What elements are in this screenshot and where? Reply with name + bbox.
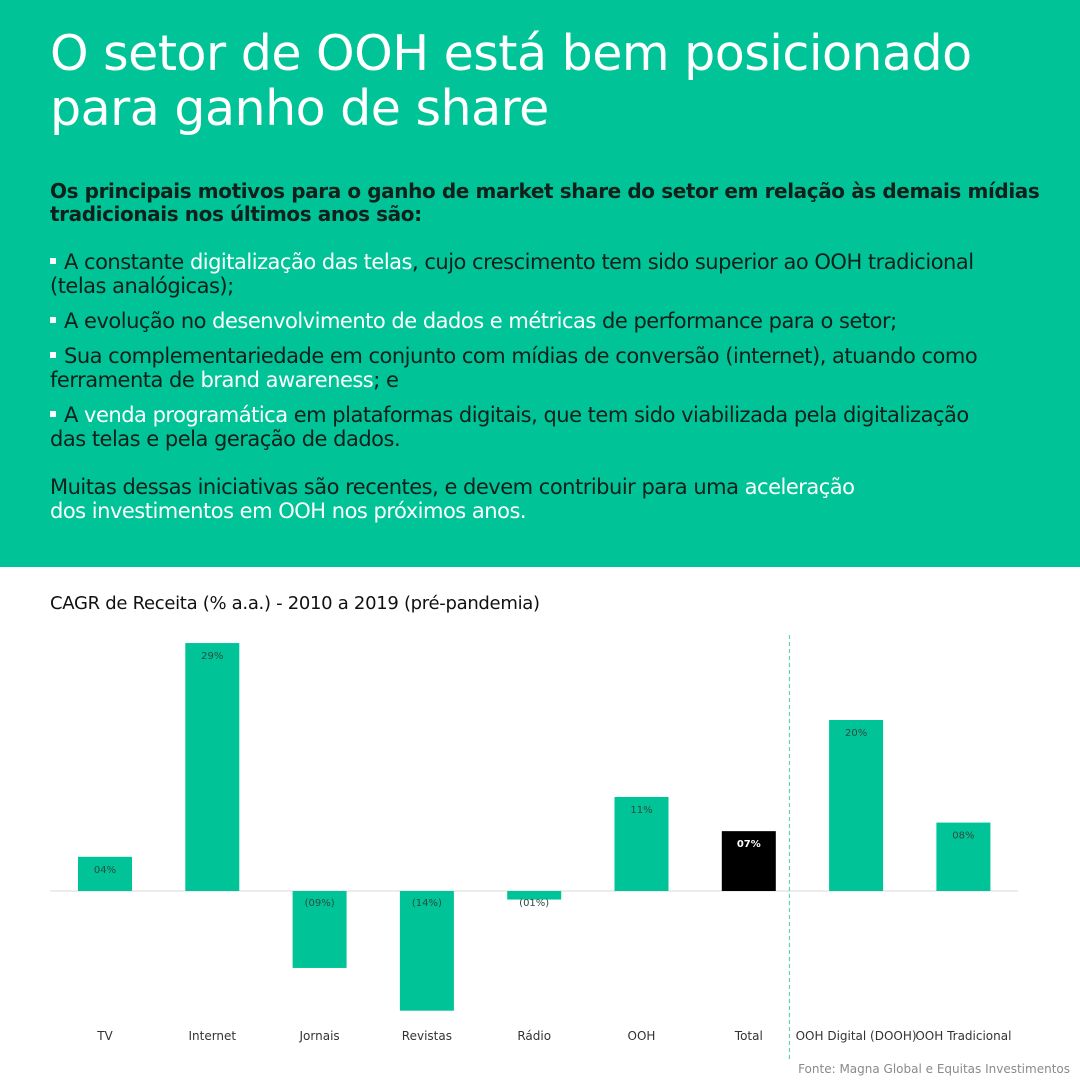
- bullet-item-3: [50, 344, 1050, 392]
- chart-title: CAGR de Receita (% a.a.) - 2010 a 2019 (pré-pandemia): [50, 593, 540, 614]
- bullet-text: ferramenta de: [50, 368, 201, 392]
- bullet-text: de performance para o setor;: [595, 309, 897, 333]
- page-title: [50, 26, 1050, 136]
- data-label-6: 11%: [630, 804, 653, 816]
- category-label-6: OOH: [627, 1029, 656, 1043]
- category-label-3: Jornais: [299, 1029, 340, 1043]
- conclusion-highlight: dos investimentos em OOH nos próximos anos.: [50, 499, 527, 523]
- title-line-2: para ganho de share: [50, 80, 549, 137]
- data-label-1: 04%: [93, 864, 117, 876]
- bar-2: [185, 643, 239, 891]
- conclusion-highlight: aceleração: [744, 475, 855, 499]
- bullet-square-icon: [50, 411, 56, 417]
- bar-8: [829, 720, 883, 891]
- bullet-text: das telas e pela geração de dados.: [50, 427, 401, 451]
- intro-line-1: Os principais motivos para o ganho de market share do setor em relação às demais mídias: [50, 179, 1040, 203]
- data-label-2: 29%: [201, 651, 224, 663]
- data-label-7: 07%: [736, 839, 761, 851]
- bullet-text: , cujo crescimento tem sido superior ao OOH tradicional: [411, 250, 974, 274]
- category-label-2: Internet: [188, 1029, 237, 1043]
- bullet-square-icon: [50, 258, 56, 264]
- intro-text: [50, 180, 1050, 226]
- category-label-5: Rádio: [517, 1029, 552, 1043]
- data-label-4: (14%): [411, 898, 442, 909]
- bullet-square-icon: [50, 352, 56, 358]
- data-label-8: 20%: [844, 728, 868, 739]
- bullet-highlight: digitalização das telas: [189, 250, 412, 274]
- data-label-9: 08%: [952, 830, 975, 842]
- bullet-item-4: [50, 403, 1050, 451]
- bullet-text: Sua complementariedade em conjunto com mídias de conversão (internet), atuando como: [64, 344, 978, 368]
- data-label-3: (09%): [304, 898, 335, 909]
- bullet-item-2: [50, 309, 1050, 333]
- bullet-highlight: venda programática: [84, 403, 288, 427]
- bullet-highlight: brand awareness: [200, 368, 374, 392]
- category-label-4: Revistas: [401, 1029, 452, 1043]
- bullet-square-icon: [50, 317, 56, 323]
- intro-line-2: tradicionais nos últimos anos são:: [50, 202, 422, 226]
- bullet-text: (telas analógicas);: [50, 274, 234, 298]
- source-note: Fonte: Magna Global e Equitas Investimentos: [798, 1062, 1070, 1076]
- bullet-item-1: [50, 250, 1050, 298]
- bullet-text: A: [64, 403, 85, 427]
- category-label-1: TV: [97, 1029, 113, 1043]
- category-label-7: Total: [734, 1029, 763, 1043]
- category-label-9: OOH Tradicional: [915, 1029, 1012, 1043]
- conclusion-text: [50, 475, 1050, 523]
- bullet-text: A evolução no: [64, 309, 213, 333]
- bullet-text: em plataformas digitais, que tem sido viabilizada pela digitalização: [287, 403, 969, 427]
- conclusion-line: Muitas dessas iniciativas são recentes, e devem contribuir para uma: [50, 475, 745, 499]
- bullet-text: ; e: [373, 368, 399, 392]
- data-label-5: (01%): [519, 898, 550, 909]
- bar-chart: [0, 620, 1080, 1060]
- category-label-8: OOH Digital (DOOH): [795, 1029, 917, 1043]
- bullet-highlight: desenvolvimento de dados e métricas: [212, 309, 596, 333]
- title-line-1: O setor de OOH está bem posicionado: [50, 25, 972, 82]
- bullet-text: A constante: [64, 250, 190, 274]
